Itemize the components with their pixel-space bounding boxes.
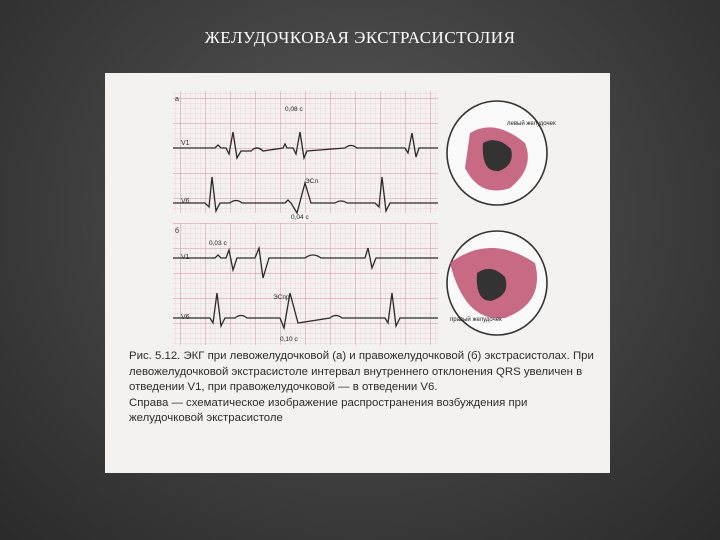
measurement-label: 0,08 c bbox=[285, 106, 303, 113]
lead-label: V6 bbox=[181, 198, 190, 205]
extrasystole-label: ЭСпр bbox=[273, 294, 290, 301]
ecg-figure bbox=[105, 73, 610, 473]
caption-line: Рис. 5.12. ЭКГ при левожелудочковой (а) и правожелудочковой (б) экстрасистолах. При левожелудочковой экстрасистоле интервал внутреннего отклонения QRS увеличен в отведении V1, при правожелудочковой — в отведении V6. bbox=[129, 350, 594, 393]
heart-label: левый желудочек bbox=[507, 121, 556, 127]
panel-label: a bbox=[175, 96, 179, 103]
measurement-label: 0,03 c bbox=[209, 240, 227, 247]
lead-label: V6 bbox=[181, 314, 190, 321]
extrasystole-label: ЭСл bbox=[305, 178, 319, 185]
heart-diagram-left bbox=[447, 101, 556, 205]
ecg-grid-a bbox=[173, 91, 438, 213]
ecg-panel bbox=[105, 73, 610, 348]
measurement-label: 0,04 c bbox=[291, 214, 309, 221]
measurement-label: 0,10 c bbox=[280, 336, 298, 343]
slide-title: ЖЕЛУДОЧКОВАЯ ЭКСТРАСИСТОЛИЯ bbox=[204, 28, 516, 47]
panel-label: б bbox=[175, 228, 180, 235]
lead-label: V1 bbox=[181, 254, 190, 261]
figure-caption bbox=[129, 349, 599, 427]
heart-label: правый желудочек bbox=[450, 317, 502, 323]
caption-line: Справа — схематическое изображение распространения возбуждения при желудочковой экстрасистоле bbox=[129, 396, 528, 424]
lead-label: V1 bbox=[181, 140, 190, 147]
heart-diagram-right bbox=[447, 231, 547, 335]
